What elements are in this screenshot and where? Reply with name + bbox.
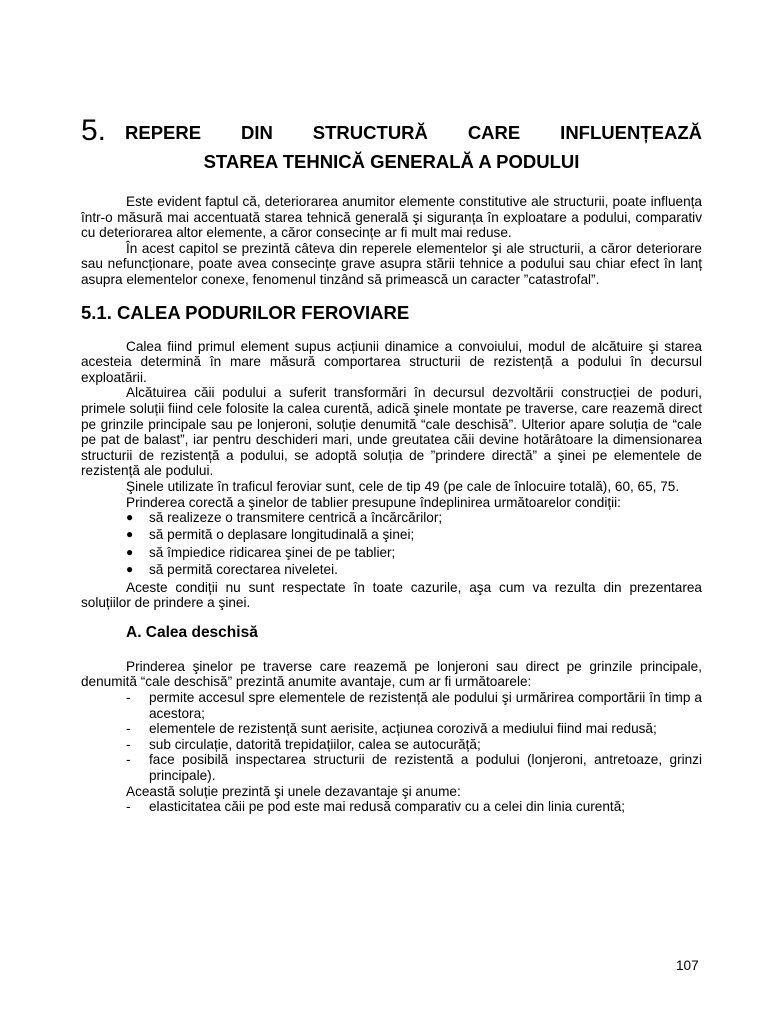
chapter-title-line-1: REPERE DIN STRUCTURĂ CARE INFLUENȚEAZĂ [125,122,702,143]
dash-icon: - [126,752,131,768]
list-item: ● să permită corectarea niveletei. [126,562,338,578]
bullet-icon: ● [126,562,134,577]
page-number: 107 [676,958,699,973]
subsection-paragraph: Prinderea şinelor pe traverse care reazemă pe lonjeroni sau direct pe grinzile principale, denumită “cale deschisă” prezintă anumite avantaje, cum ar fi următoarele: [81,658,702,690]
bullet-icon: ● [126,510,134,525]
advantages-list [81,690,702,784]
dash-icon: - [126,721,131,737]
section-paragraph: Alcătuirea căii podului a suferit transformări în decursul dezvoltării construcției de poduri, primele soluții fiind cele folosite la calea curentă, adică şinele montate pe traverse, care reazemă direct pe grinzile principale sau pe lonjeroni, soluție denumită “cale deschisă”. Ulterior apare soluția de “cale pe pat de balast”, iar pentru deschideri mari, unde greutatea căii devine hotărâtoare la dimensionarea structurii de rezistență a podului, se adoptă soluția de ”prindere directă” a şinei pe elementele de rezistență ale podului. [81,385,702,479]
disadvantages-list [81,799,702,815]
section-title: 5.1. CALEA PODURILOR FEROVIARE [81,301,410,323]
intro-paragraph: În acest capitol se prezintă câteva din reperele elementelor şi ale structurii, a căror deteriorare sau nefuncționare, poate avea consecințe grave asupra stării tehnice a podului sau chiar efect în lanț asupra elementelor conexe, fenomenul tinzând să primească un caracter ”catastrofal”. [81,240,702,287]
document-page [81,116,702,815]
conditions-list [81,510,702,578]
list-item: - elasticitatea căii pe pod este mai redusă comparativ cu a celei din linia curentă; [126,799,626,815]
list-item: - face posibilă inspectarea structurii de rezistentă a podului (lonjeroni, antretoaze, grinzi principale). [126,752,702,783]
list-item: - permite accesul spre elementele de rezistență ale podului şi urmărirea comportării în timp a acestora; [126,690,702,721]
dash-icon: - [126,736,131,752]
subsection-paragraph: Această soluție prezintă şi unele dezavantaje şi anume: [126,783,461,799]
section-paragraph: Prinderea corectă a şinelor de tablier presupune îndeplinirea următoarelor condiții: [126,494,621,510]
chapter-number: 5. [81,114,107,147]
list-item: ● să permită o deplasare longitudinală a şinei; [126,527,415,543]
bullet-icon: ● [126,544,134,559]
section-paragraph: Şinele utilizate în traficul feroviar sunt, cele de tip 49 (pe cale de înlocuire totală), 60, 65, 75. [126,478,680,494]
list-item: - sub circulație, datorită trepidațiilor, calea se autocurăță; [126,736,481,752]
chapter-heading [125,116,702,176]
section-paragraph: Aceste condiții nu sunt respectate în toate cazurile, aşa cum va rezulta din prezentarea soluțiilor de prindere a şinei. [81,579,702,611]
list-item: ● să realizeze o transmitere centrică a încărcărilor; [126,510,443,526]
chapter-title-line-2: STAREA TEHNICĂ GENERALĂ A PODULUI [203,151,580,172]
dash-icon: - [126,690,131,706]
section-paragraph: Calea fiind primul element supus acțiunii dinamice a convoiului, modul de alcătuire şi starea acesteia determină în mare măsură comportarea structurii de rezistență a podului în decursul exploatării. [81,338,702,385]
list-item: - elementele de rezistență sunt aerisite, acțiunea corozivă a mediului fiind mai redusă; [126,721,657,737]
list-item: ● să împiedice ridicarea şinei de pe tablier; [126,544,396,560]
dash-icon: - [126,799,131,815]
bullet-icon: ● [126,527,134,542]
subsection-title: A. Calea deschisă [126,623,258,641]
intro-paragraph: Este evident faptul că, deteriorarea anumitor elemente constitutive ale structurii, poate influența într-o măsură mai accentuată starea tehnică generală şi siguranța în exploatare a podului, comparativ cu deteriorarea altor elemente, a căror consecințe ar fi mult mai reduse. [81,194,702,241]
chapter-title [81,116,702,176]
